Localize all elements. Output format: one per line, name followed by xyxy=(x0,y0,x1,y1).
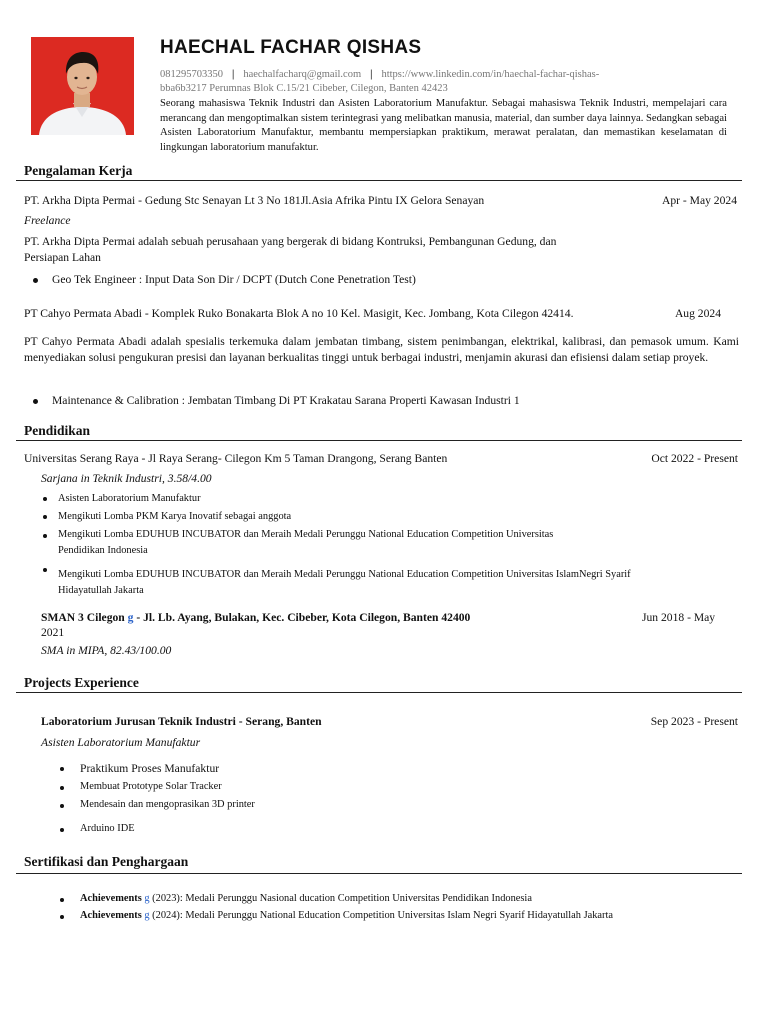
job-role: Freelance xyxy=(24,214,71,227)
education-degree: Sarjana in Teknik Industri, 3.58/4.00 xyxy=(41,472,212,485)
project-bullet: Membuat Prototype Solar Tracker xyxy=(80,781,222,792)
bullet-icon xyxy=(43,534,47,538)
email-link[interactable]: haechalfacharq@gmail.com xyxy=(243,69,362,80)
separator: | xyxy=(232,69,235,80)
job-date: Aug 2024 xyxy=(674,307,721,320)
section-divider xyxy=(16,440,742,441)
job-company: PT. Arkha Dipta Permai - Gedung Stc Senayan Lt 3 No 181Jl.Asia Afrika Pintu IX Gelora Senayan xyxy=(24,194,485,207)
job-company: PT Cahyo Permata Abadi - Komplek Ruko Bonakarta Blok A no 10 Kel. Masigit, Kec. Jombang, Kota Cilegon 42414. xyxy=(24,307,574,320)
bullet-icon xyxy=(33,278,38,283)
section-title-projects: Projects Experience xyxy=(24,675,139,690)
candidate-name: HAECHAL FACHAR QISHAS xyxy=(160,37,422,58)
bullet-icon xyxy=(43,568,47,572)
project-date: Sep 2023 - Present xyxy=(650,715,738,728)
bullet-icon xyxy=(60,804,64,808)
section-divider xyxy=(16,692,742,693)
address: bba6b3217 Perumnas Blok C.15/21 Cibeber, Cilegon, Banten 42423 xyxy=(160,83,448,94)
education-bullet-continued: Hidayatullah Jakarta xyxy=(58,585,144,596)
education-degree: SMA in MIPA, 82.43/100.00 xyxy=(41,644,172,657)
bullet-icon xyxy=(60,786,64,790)
education-date: Oct 2022 - Present xyxy=(651,452,738,465)
certification-item xyxy=(80,910,613,921)
person-portrait-icon xyxy=(31,37,134,135)
education-date-continued: 2021 xyxy=(41,626,65,639)
section-title-experience: Pengalaman Kerja xyxy=(24,163,133,178)
bullet-icon xyxy=(60,898,64,902)
profile-photo xyxy=(31,37,134,135)
project-role: Asisten Laboratorium Manufaktur xyxy=(41,736,201,749)
education-bullet: Asisten Laboratorium Manufaktur xyxy=(58,493,201,504)
section-divider xyxy=(16,873,742,874)
section-title-education: Pendidikan xyxy=(24,423,91,438)
section-divider xyxy=(16,180,742,181)
bullet-icon xyxy=(60,767,64,771)
job-description: Persiapan Lahan xyxy=(24,251,101,264)
job-bullet: Maintenance & Calibration : Jembatan Timbang Di PT Krakatau Sarana Properti Kawasan Industri 1 xyxy=(52,394,520,407)
school-address: - Jl. Lb. Ayang, Bulakan, Kec. Cibeber, Kota Cilegon, Banten 42400 xyxy=(133,611,471,624)
certification-item xyxy=(80,893,532,904)
link-marker[interactable]: g xyxy=(144,893,150,904)
phone-number: 081295703350 xyxy=(160,69,223,80)
project-bullet: Praktikum Proses Manufaktur xyxy=(80,762,220,775)
bullet-icon xyxy=(43,497,47,501)
contact-info xyxy=(160,68,730,96)
bullet-icon xyxy=(43,515,47,519)
school-name: SMAN 3 Cilegon xyxy=(41,611,128,624)
certification-text: (2023): Medali Perunggu Nasional ducation Competition Universitas Pendidikan Indonesia xyxy=(149,893,532,904)
profile-summary: Seorang mahasiswa Teknik Industri dan Asisten Laboratorium Manufaktur. Sebagai mahasiswa Teknik Industri, mempelajari cara merancang dan mengoptimalkan sistem terintegrasi yang melibatkan manusia, material, dan sumber daya lainnya. Sedangkan sebagai Asisten Laboratorium Manufaktur, membantu mempersiapkan praktikum, merawat peralatan, dan memastikan keselamatan di lingkungan laboratorium manufaktur. xyxy=(160,98,727,154)
section-title-certifications: Sertifikasi dan Penghargaan xyxy=(24,854,189,869)
certification-label: Achievements xyxy=(80,910,145,921)
job-description: PT. Arkha Dipta Permai adalah sebuah perusahaan yang bergerak di bidang Kontruksi, Pembangunan Gedung, dan xyxy=(24,235,557,248)
education-bullet: Mengikuti Lomba PKM Karya Inovatif sebagai anggota xyxy=(58,511,292,522)
bullet-icon xyxy=(33,399,38,404)
bullet-icon xyxy=(60,828,64,832)
education-institution xyxy=(41,611,470,624)
linkedin-link[interactable]: https://www.linkedin.com/in/haechal-fachar-qishas- xyxy=(381,69,600,80)
job-date: Apr - May 2024 xyxy=(661,194,737,207)
education-bullet: Mengikuti Lomba EDUHUB INCUBATOR dan Meraih Medali Perunggu National Education Competition Universitas IslamNegri Syarif xyxy=(58,569,631,580)
project-name: Laboratorium Jurusan Teknik Industri - Serang, Banten xyxy=(41,715,322,728)
job-bullet: Geo Tek Engineer : Input Data Son Dir / DCPT (Dutch Cone Penetration Test) xyxy=(52,273,416,286)
link-marker[interactable]: g xyxy=(127,611,134,624)
certification-label: Achievements xyxy=(80,893,145,904)
project-bullet: Mendesain dan mengoprasikan 3D printer xyxy=(80,799,255,810)
link-marker[interactable]: g xyxy=(144,910,150,921)
education-institution: Universitas Serang Raya - Jl Raya Serang- Cilegon Km 5 Taman Drangong, Serang Banten xyxy=(24,452,448,465)
education-date: Jun 2018 - May xyxy=(642,611,716,624)
separator: | xyxy=(370,69,373,80)
job-description: PT Cahyo Permata Abadi adalah spesialis terkemuka dalam jembatan timbang, sistem penimbangan, elektrikal, kalibrasi, dan pemasok umum. Kami menyediakan solusi pengukuran presisi dan layanan berkualitas tinggi untuk berbagai industri, menjamin akurasi dan efisiensi dalam setiap proyek. xyxy=(24,335,739,364)
bullet-icon xyxy=(60,915,64,919)
education-bullet-continued: Pendidikan Indonesia xyxy=(58,545,148,556)
certification-text: (2024): Medali Perunggu National Education Competition Universitas Islam Negri Syarif Hidayatullah Jakarta xyxy=(149,910,613,921)
project-bullet: Arduino IDE xyxy=(80,823,135,834)
education-bullet: Mengikuti Lomba EDUHUB INCUBATOR dan Meraih Medali Perunggu National Education Competition Universitas xyxy=(58,529,554,540)
